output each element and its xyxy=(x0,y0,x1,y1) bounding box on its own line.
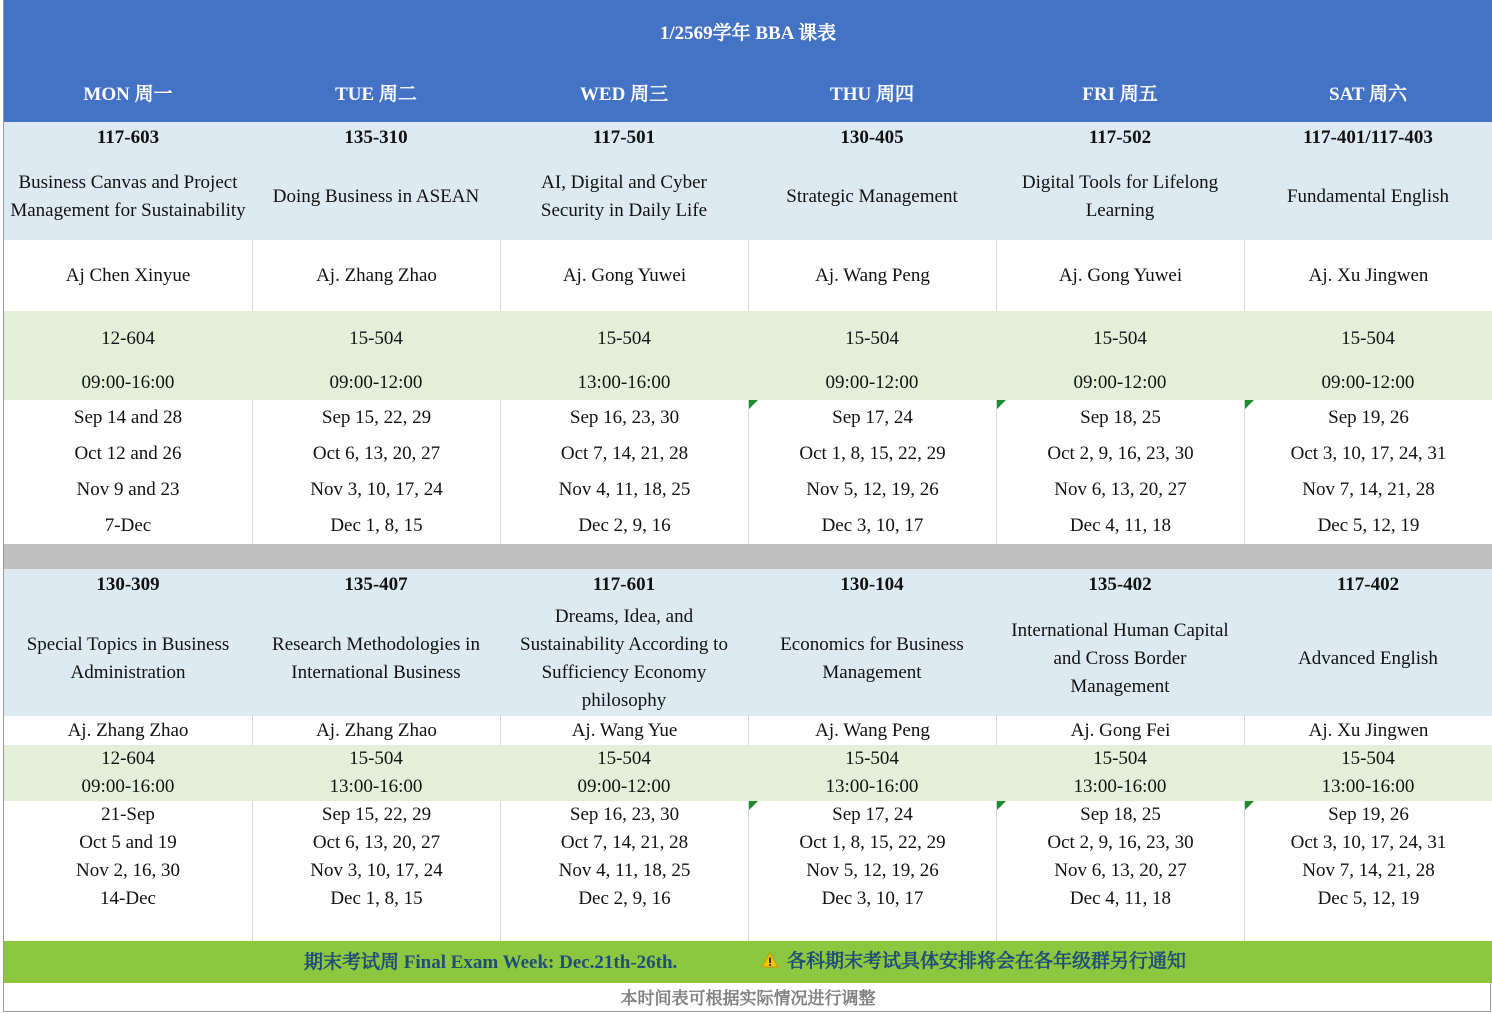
course-name: Doing Business in ASEAN xyxy=(272,186,480,207)
course-code: 117-502 xyxy=(1088,127,1152,148)
empty-cell xyxy=(500,913,748,941)
dates-text: Sep 18, 25 xyxy=(1080,407,1161,428)
class-dates: Sep 16, 23, 30 xyxy=(500,801,748,829)
block1-dates-row xyxy=(4,400,1492,437)
schedule-sheet xyxy=(3,0,1491,1012)
dates-text: Sep 17, 24 xyxy=(832,407,913,428)
dates-text: Sep 17, 24 xyxy=(832,804,913,825)
title-bar xyxy=(4,0,1492,68)
class-dates: Nov 9 and 23 xyxy=(76,479,180,500)
class-dates: Oct 1, 8, 15, 22, 29 xyxy=(748,436,996,472)
class-dates: Dec 5, 12, 19 xyxy=(1244,885,1492,913)
room-number: 12-604 xyxy=(101,748,155,769)
block2-dates-row xyxy=(4,801,1492,830)
course-code: 130-104 xyxy=(840,574,904,595)
class-dates xyxy=(1244,400,1492,436)
course-code: 117-501 xyxy=(592,127,656,148)
course-code: 135-407 xyxy=(344,574,408,595)
class-dates: Dec 1, 8, 15 xyxy=(252,508,500,544)
teacher-name: Aj. Wang Peng xyxy=(748,716,996,745)
class-time: 09:00-12:00 xyxy=(1321,372,1415,393)
class-dates: Nov 3, 10, 17, 24 xyxy=(252,857,500,885)
room-number: 15-504 xyxy=(349,748,403,769)
class-dates: Nov 5, 12, 19, 26 xyxy=(748,472,996,508)
class-dates: Dec 3, 10, 17 xyxy=(748,508,996,544)
class-dates xyxy=(1244,801,1492,829)
room-number: 15-504 xyxy=(845,748,899,769)
class-time: 09:00-16:00 xyxy=(81,372,175,393)
class-dates: Dec 5, 12, 19 xyxy=(1244,508,1492,544)
course-code: 117-601 xyxy=(592,574,656,595)
class-dates: Oct 6, 13, 20, 27 xyxy=(252,436,500,472)
course-name: Business Canvas and Project Management for Sustainability xyxy=(10,172,246,221)
block2-time-row xyxy=(4,773,1492,801)
warning-icon xyxy=(761,952,779,968)
block1-dates-row xyxy=(4,436,1492,473)
class-dates xyxy=(748,400,996,436)
class-dates xyxy=(996,400,1244,436)
course-code: 135-402 xyxy=(1088,574,1152,595)
class-dates: Oct 7, 14, 21, 28 xyxy=(500,829,748,857)
class-dates: Dec 2, 9, 16 xyxy=(500,885,748,913)
exam-banner xyxy=(4,941,1492,983)
teacher-name: Aj. Zhang Zhao xyxy=(252,716,500,745)
teacher-name: Aj. Xu Jingwen xyxy=(1244,716,1492,745)
class-time: 09:00-12:00 xyxy=(1073,372,1167,393)
class-time: 13:00-16:00 xyxy=(1321,776,1415,797)
block2-dates-row xyxy=(4,857,1492,886)
class-dates: Nov 7, 14, 21, 28 xyxy=(1244,472,1492,508)
empty-cell xyxy=(252,913,500,941)
class-dates: 14-Dec xyxy=(100,888,156,909)
class-time: 13:00-16:00 xyxy=(1073,776,1167,797)
class-dates: Sep 16, 23, 30 xyxy=(500,400,748,436)
block1-code-row xyxy=(4,122,1492,154)
comment-marker-icon[interactable] xyxy=(1245,801,1254,810)
class-dates: Oct 2, 9, 16, 23, 30 xyxy=(996,829,1244,857)
exam-notice xyxy=(761,946,1186,973)
class-dates: Nov 3, 10, 17, 24 xyxy=(252,472,500,508)
comment-marker-icon[interactable] xyxy=(997,400,1006,409)
day-header-tue: TUE 周二 xyxy=(335,84,417,105)
teacher-name: Aj. Wang Peng xyxy=(748,240,996,311)
block1-course-row xyxy=(4,154,1492,240)
class-time: 13:00-16:00 xyxy=(329,776,423,797)
class-dates: Oct 2, 9, 16, 23, 30 xyxy=(996,436,1244,472)
class-dates: Oct 6, 13, 20, 27 xyxy=(252,829,500,857)
course-name: Advanced English xyxy=(1298,647,1438,669)
teacher-name: Aj. Zhang Zhao xyxy=(67,719,189,741)
course-name: International Human Capital and Cross Border Management xyxy=(1011,619,1229,697)
class-dates: Sep 15, 22, 29 xyxy=(252,801,500,829)
course-code: 117-401/117-403 xyxy=(1303,127,1433,148)
teacher-name: Aj. Wang Yue xyxy=(500,716,748,745)
course-name: Strategic Management xyxy=(786,186,958,207)
empty-cell xyxy=(996,913,1244,941)
room-number: 15-504 xyxy=(1341,748,1395,769)
course-name: Special Topics in Business Administration xyxy=(26,633,230,683)
empty-cell xyxy=(1244,913,1492,941)
empty-row xyxy=(4,913,1492,941)
block2-dates-row xyxy=(4,829,1492,858)
exam-week-text: 期末考试周 Final Exam Week: Dec.21th-26th. xyxy=(304,952,678,973)
class-dates: Dec 1, 8, 15 xyxy=(252,885,500,913)
footer-note: 本时间表可根据实际情况进行调整 xyxy=(620,989,876,1009)
empty-cell xyxy=(4,913,252,941)
block2-dates-row xyxy=(4,885,1492,914)
day-header-fri: FRI 周五 xyxy=(1082,84,1158,105)
room-number: 12-604 xyxy=(101,327,155,349)
block-separator xyxy=(4,544,1492,569)
block1-teacher-row xyxy=(4,240,1492,311)
course-code: 130-405 xyxy=(840,127,904,148)
block2-course-row xyxy=(4,601,1492,716)
class-dates: Oct 12 and 26 xyxy=(74,443,182,464)
room-number: 15-504 xyxy=(597,748,651,769)
class-dates: Nov 4, 11, 18, 25 xyxy=(500,857,748,885)
comment-marker-icon[interactable] xyxy=(1245,400,1254,409)
block1-room-row xyxy=(4,311,1492,366)
class-dates: Nov 2, 16, 30 xyxy=(76,860,180,881)
class-dates: Dec 2, 9, 16 xyxy=(500,508,748,544)
class-time: 09:00-12:00 xyxy=(329,372,423,393)
class-dates: Oct 3, 10, 17, 24, 31 xyxy=(1244,436,1492,472)
page-title: 1/2569学年 BBA 课表 xyxy=(659,23,837,44)
course-name: Research Methodologies in International Business xyxy=(272,633,480,683)
room-number: 15-504 xyxy=(1341,327,1395,349)
room-number: 15-504 xyxy=(597,327,651,349)
room-number: 15-504 xyxy=(1093,748,1147,769)
course-code: 135-310 xyxy=(344,127,408,148)
class-dates: Dec 3, 10, 17 xyxy=(748,885,996,913)
block1-dates-row xyxy=(4,472,1492,509)
class-dates: Nov 5, 12, 19, 26 xyxy=(748,857,996,885)
class-time: 09:00-12:00 xyxy=(825,372,919,393)
dates-text: Sep 18, 25 xyxy=(1080,804,1161,825)
class-dates: Dec 4, 11, 18 xyxy=(996,508,1244,544)
exam-notice-text: 各科期末考试具体安排将会在各年级群另行通知 xyxy=(787,950,1187,972)
room-number: 15-504 xyxy=(845,327,899,349)
class-dates: Sep 15, 22, 29 xyxy=(252,400,500,436)
teacher-name: Aj Chen Xinyue xyxy=(65,264,191,286)
day-header-mon: MON 周一 xyxy=(83,84,173,105)
day-header-sat: SAT 周六 xyxy=(1329,84,1407,105)
block1-dates-row xyxy=(4,508,1492,544)
class-dates: Oct 3, 10, 17, 24, 31 xyxy=(1244,829,1492,857)
room-number: 15-504 xyxy=(1093,327,1147,349)
class-dates: Oct 7, 14, 21, 28 xyxy=(500,436,748,472)
block1-time-row xyxy=(4,366,1492,400)
class-dates: Sep 14 and 28 xyxy=(73,407,183,428)
course-name: Economics for Business Management xyxy=(780,633,964,683)
block2-room-row xyxy=(4,745,1492,773)
block2-teacher-row xyxy=(4,716,1492,745)
class-dates: Oct 5 and 19 xyxy=(79,832,177,853)
day-header-row xyxy=(4,68,1492,122)
day-header-wed: WED 周三 xyxy=(579,84,669,105)
class-dates: Nov 6, 13, 20, 27 xyxy=(996,857,1244,885)
teacher-name: Aj. Zhang Zhao xyxy=(252,240,500,311)
teacher-name: Aj. Gong Fei xyxy=(996,716,1244,745)
class-dates: 21-Sep xyxy=(101,804,155,825)
class-time: 13:00-16:00 xyxy=(825,776,919,797)
course-name: Dreams, Idea, and Sustainability According to Sufficiency Economy philosophy xyxy=(520,605,728,711)
empty-cell xyxy=(748,913,996,941)
class-dates: Nov 6, 13, 20, 27 xyxy=(996,472,1244,508)
class-dates: Oct 1, 8, 15, 22, 29 xyxy=(748,829,996,857)
class-time: 13:00-16:00 xyxy=(577,372,671,393)
course-code: 130-309 xyxy=(96,574,160,595)
course-code: 117-402 xyxy=(1336,574,1400,595)
class-dates: Dec 4, 11, 18 xyxy=(996,885,1244,913)
dates-text: Sep 19, 26 xyxy=(1328,407,1409,428)
teacher-name: Aj. Gong Yuwei xyxy=(996,240,1244,311)
comment-marker-icon[interactable] xyxy=(997,801,1006,810)
class-dates xyxy=(996,801,1244,829)
class-dates: Nov 7, 14, 21, 28 xyxy=(1244,857,1492,885)
class-dates xyxy=(748,801,996,829)
class-time: 09:00-12:00 xyxy=(577,776,671,797)
course-name: AI, Digital and Cyber Security in Daily Life xyxy=(540,172,708,221)
class-time: 09:00-16:00 xyxy=(81,776,175,797)
comment-marker-icon[interactable] xyxy=(749,801,758,810)
class-dates: Nov 4, 11, 18, 25 xyxy=(500,472,748,508)
teacher-name: Aj. Xu Jingwen xyxy=(1244,240,1492,311)
day-header-thu: THU 周四 xyxy=(830,84,914,105)
teacher-name: Aj. Gong Yuwei xyxy=(500,240,748,311)
course-name: Digital Tools for Lifelong Learning xyxy=(1021,172,1219,221)
course-name: Fundamental English xyxy=(1286,186,1449,207)
room-number: 15-504 xyxy=(349,327,403,349)
block2-code-row xyxy=(4,569,1492,601)
dates-text: Sep 19, 26 xyxy=(1328,804,1409,825)
course-code: 117-603 xyxy=(96,127,160,148)
comment-marker-icon[interactable] xyxy=(749,400,758,409)
class-dates: 7-Dec xyxy=(104,515,152,536)
